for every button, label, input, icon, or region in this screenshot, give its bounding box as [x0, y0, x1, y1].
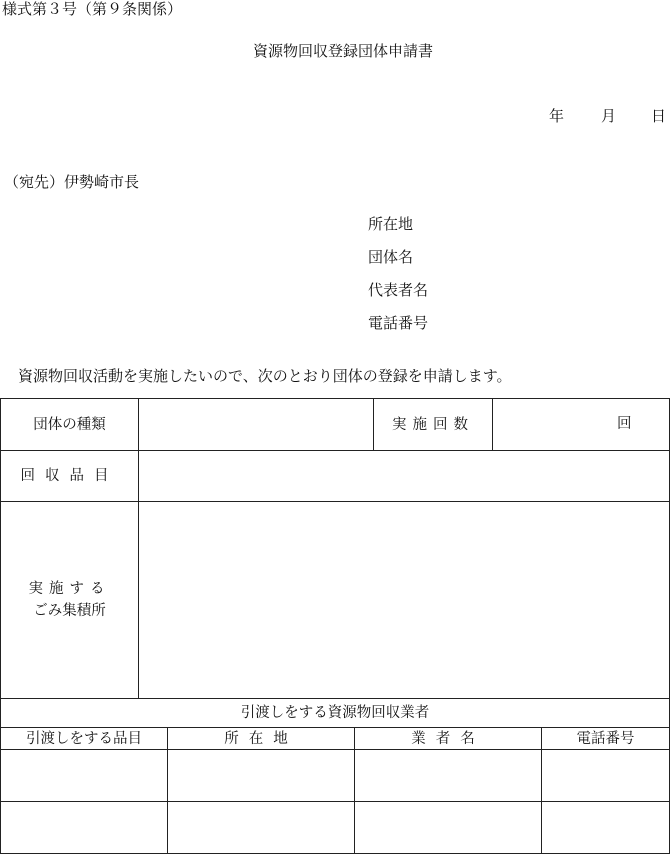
collection-site-label-line1: 実施する: [28, 581, 111, 597]
collection-items-label: 回収品目: [20, 468, 119, 484]
group-type-label: 団体の種類: [33, 416, 106, 433]
page-title: 資源物回収登録団体申請書: [252, 42, 433, 60]
row2-location-field[interactable]: [168, 802, 354, 853]
date-month-label: 月: [601, 107, 617, 125]
collection-site-field[interactable]: [139, 502, 669, 698]
applicant-phone-label: 電話番号: [368, 314, 429, 332]
group-type-field[interactable]: [139, 399, 373, 450]
application-statement: 資源物回収活動を実施したいので、次のとおり団体の登録を申請します。: [18, 367, 512, 385]
applicant-name-label: 団体名: [368, 248, 414, 266]
implementation-count-field[interactable]: [493, 399, 669, 450]
row2-phone-field[interactable]: [542, 802, 669, 853]
collection-site-label: [1, 502, 138, 698]
collection-items-field[interactable]: [139, 451, 669, 501]
row1-phone-field[interactable]: [542, 750, 669, 801]
row1-items-field[interactable]: [1, 750, 167, 801]
row2-contractor-field[interactable]: [355, 802, 541, 853]
applicant-representative-label: 代表者名: [368, 281, 429, 299]
row1-contractor-field[interactable]: [355, 750, 541, 801]
form-number: 様式第３号（第９条関係）: [2, 0, 183, 18]
date-year-label: 年: [549, 107, 565, 125]
row2-items-field[interactable]: [1, 802, 167, 853]
date-day-label: 日: [651, 107, 667, 125]
collection-site-label-line2: ごみ集積所: [33, 603, 106, 619]
addressee: （宛先）伊勢崎市長: [4, 173, 140, 191]
header-contractor-name: 業者名: [411, 730, 485, 747]
contractor-section-title: 引渡しをする資源物回収業者: [240, 705, 430, 721]
row1-location-field[interactable]: [168, 750, 354, 801]
header-phone: 電話番号: [576, 730, 635, 747]
count-unit: 回: [617, 416, 632, 432]
applicant-address-label: 所在地: [368, 215, 414, 233]
header-location: 所在地: [224, 730, 298, 747]
implementation-count-label: 実施回数: [392, 416, 474, 433]
header-handover-items: 引渡しをする品目: [26, 730, 142, 747]
